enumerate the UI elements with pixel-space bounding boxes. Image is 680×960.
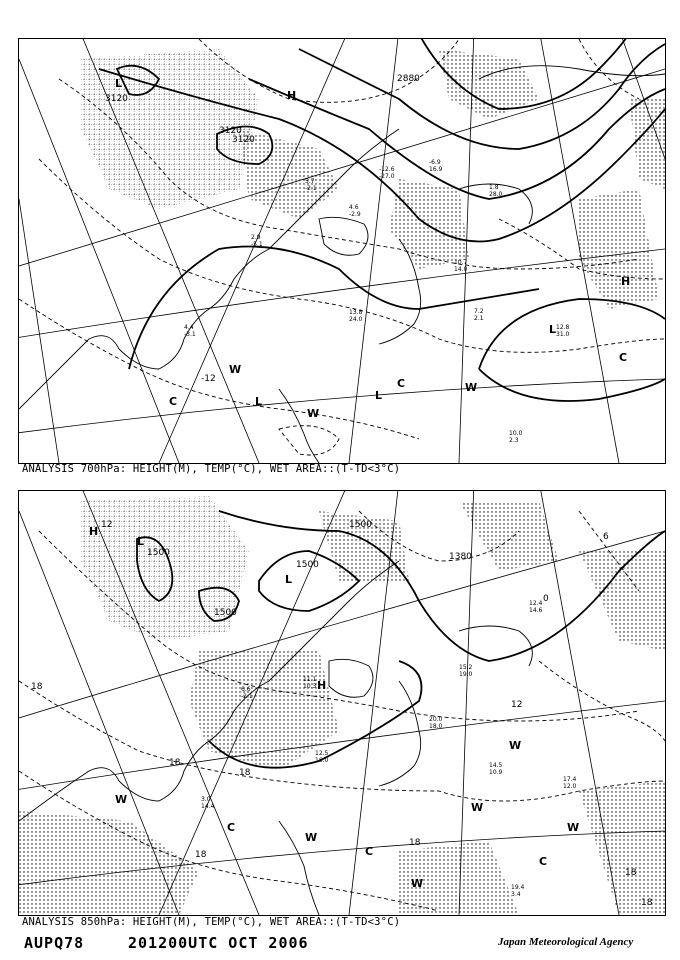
svg-text:-6.9: -6.9 <box>429 159 441 166</box>
system-marker: W <box>465 381 478 394</box>
contour-label: 3120 <box>219 126 242 136</box>
svg-text:16.0: 16.0 <box>315 757 329 764</box>
svg-text:14.4: 14.4 <box>201 803 215 810</box>
contour-label: 12 <box>511 700 523 710</box>
svg-text:17.4: 17.4 <box>563 776 577 783</box>
contour-label: 1500 <box>147 548 170 558</box>
contour-label: 18 <box>409 838 421 848</box>
caption-700hpa: ANALYSIS 700hPa: HEIGHT(M), TEMP(°C), WET AREA::(T-TD<3°C) <box>22 463 401 475</box>
svg-text:20.0: 20.0 <box>429 716 443 723</box>
svg-text:12.4: 12.4 <box>529 600 543 607</box>
svg-text:6.6: 6.6 <box>241 686 251 693</box>
contour-label: 18 <box>239 768 251 778</box>
valid-time: 201200UTC OCT 2006 <box>128 934 309 952</box>
svg-text:15.2: 15.2 <box>459 664 473 671</box>
system-marker: L <box>549 323 557 336</box>
svg-text:-2.9: -2.9 <box>349 211 361 218</box>
svg-text:3.4: 3.4 <box>511 891 521 898</box>
system-marker: C <box>365 845 374 858</box>
system-marker: H <box>621 275 631 288</box>
system-marker: L <box>115 77 123 90</box>
system-marker: W <box>307 407 320 420</box>
map-700hpa-svg <box>19 39 665 463</box>
system-marker: W <box>229 363 242 376</box>
svg-text:31.0: 31.0 <box>556 331 570 338</box>
svg-text:14.0: 14.0 <box>454 266 468 273</box>
contour-label: 18 <box>195 850 207 860</box>
system-marker: C <box>619 351 628 364</box>
system-marker: L <box>375 389 383 402</box>
svg-text:1.8: 1.8 <box>489 184 499 191</box>
map-850hpa <box>18 490 666 916</box>
system-marker: C <box>227 821 236 834</box>
wet-area-hatch <box>19 496 665 915</box>
system-marker: C <box>169 395 178 408</box>
system-marker: L <box>285 573 293 586</box>
svg-text:24.0: 24.0 <box>349 316 363 323</box>
svg-text:16.9: 16.9 <box>429 166 443 173</box>
svg-text:12.5: 12.5 <box>315 750 329 757</box>
contour-label: 18 <box>31 682 43 692</box>
chart-code: AUPQ78 <box>24 934 85 952</box>
svg-text:7.2: 7.2 <box>474 308 484 315</box>
svg-text:-2.1: -2.1 <box>241 693 253 700</box>
system-marker: L <box>255 395 263 408</box>
svg-text:11.1: 11.1 <box>303 676 317 683</box>
system-marker: L <box>137 535 145 548</box>
svg-text:5.7: 5.7 <box>305 178 315 185</box>
system-marker: W <box>305 831 318 844</box>
system-marker: W <box>471 801 484 814</box>
svg-text:12.8: 12.8 <box>556 324 570 331</box>
system-marker: W <box>115 793 128 806</box>
system-marker: H <box>287 89 297 102</box>
svg-text:10.7: 10.7 <box>454 259 468 266</box>
svg-text:10.3: 10.3 <box>303 683 317 690</box>
contour-label: 18 <box>625 868 637 878</box>
contour-label: 1500 <box>214 608 237 618</box>
contour-label: 3120 <box>105 94 128 104</box>
map-850hpa-svg <box>19 491 665 915</box>
svg-text:13.8: 13.8 <box>349 309 363 316</box>
svg-text:-5.1: -5.1 <box>251 241 263 248</box>
contour-label: 18 <box>169 758 181 768</box>
contour-label: 1380 <box>449 552 472 562</box>
svg-text:28.0: 28.0 <box>489 191 503 198</box>
svg-text:10.0: 10.0 <box>509 430 523 437</box>
svg-text:-2.1: -2.1 <box>305 185 317 192</box>
svg-text:14.5: 14.5 <box>489 762 503 769</box>
svg-text:14.6: 14.6 <box>529 607 543 614</box>
svg-text:2.9: 2.9 <box>251 234 261 241</box>
svg-text:10.9: 10.9 <box>489 769 503 776</box>
svg-text:2.1: 2.1 <box>474 315 484 322</box>
svg-text:19.0: 19.0 <box>459 671 473 678</box>
system-marker: C <box>539 855 548 868</box>
system-marker: H <box>317 679 327 692</box>
contour-label: 0 <box>543 594 549 604</box>
contour-label: 18 <box>641 898 653 908</box>
agency-name: Japan Meteorological Agency <box>498 936 634 948</box>
caption-850hpa: ANALYSIS 850hPa: HEIGHT(M), TEMP(°C), WET AREA::(T-TD<3°C) <box>22 916 401 928</box>
svg-text:4.6: 4.6 <box>349 204 359 211</box>
svg-text:4.4: 4.4 <box>184 324 194 331</box>
svg-text:12.0: 12.0 <box>563 783 577 790</box>
contour-label: 12 <box>101 520 113 530</box>
system-marker: W <box>567 821 580 834</box>
contour-label: 1500 <box>296 560 319 570</box>
contour-label: 1500 <box>349 520 372 530</box>
svg-text:-3.1: -3.1 <box>184 331 196 338</box>
contour-label: 6 <box>603 532 609 542</box>
map-700hpa <box>18 38 666 464</box>
system-marker: C <box>397 377 406 390</box>
contour-label: 3120 <box>232 135 255 145</box>
system-marker: W <box>411 877 424 890</box>
system-marker: W <box>509 739 522 752</box>
svg-text:2.3: 2.3 <box>509 437 519 444</box>
svg-text:19.4: 19.4 <box>511 884 525 891</box>
svg-text:-27.0: -27.0 <box>379 173 395 180</box>
svg-text:-12.6: -12.6 <box>379 166 395 173</box>
svg-text:18.0: 18.0 <box>429 723 443 730</box>
contour-label: -12 <box>201 374 216 384</box>
contour-label: 2880 <box>397 74 420 84</box>
system-marker: H <box>89 525 99 538</box>
svg-text:3.0: 3.0 <box>201 796 211 803</box>
